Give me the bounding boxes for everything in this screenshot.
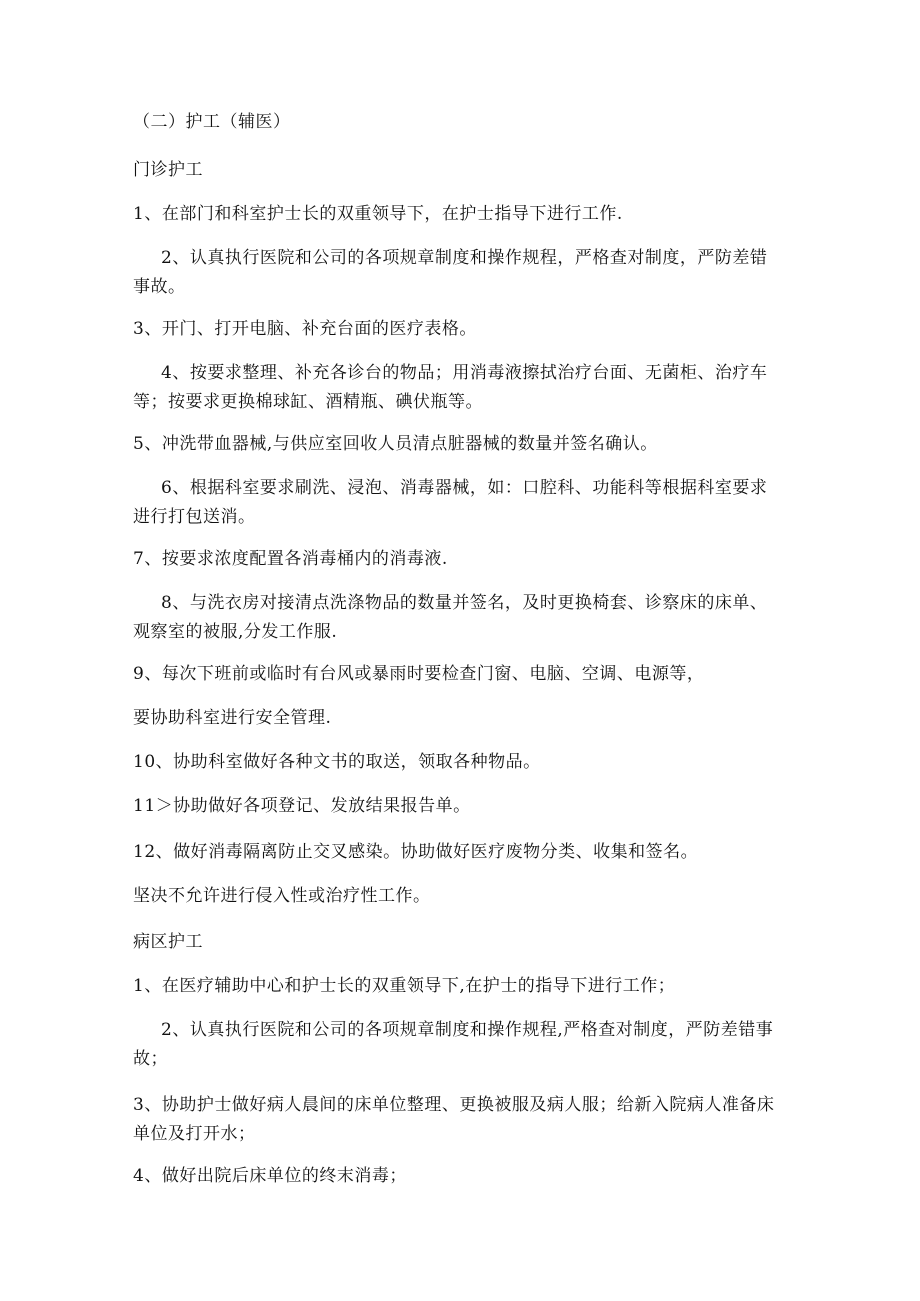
outpatient-item-9-cont: 要协助科室进行安全管理. bbox=[133, 708, 332, 728]
outpatient-item-4: 4、按要求整理、补充各诊台的物品；用消毒液擦拭治疗台面、无菌柜、治疗车等；按要求更换棉球缸、酒精瓶、碘伏瓶等。 bbox=[133, 363, 768, 412]
outpatient-item-6: 6、根据科室要求刷洗、浸泡、消毒器械，如：口腔科、功能科等根据科室要求进行打包送消。 bbox=[133, 478, 768, 527]
outpatient-item-1: 1、在部门和科室护士长的双重领导下，在护士指导下进行工作. bbox=[133, 204, 623, 224]
outpatient-item-12: 12、做好消毒隔离防止交叉感染。协助做好医疗废物分类、收集和签名。 bbox=[133, 842, 699, 862]
ward-item-3: 3、协助护士做好病人晨间的床单位整理、更换被服及病人服；给新入院病人准备床单位及打开水； bbox=[133, 1095, 775, 1144]
outpatient-item-8: 8、与洗衣房对接清点洗涤物品的数量并签名，及时更换椅套、诊察床的床单、观察室的被服,分发工作服. bbox=[133, 593, 768, 642]
outpatient-closing-note: 坚决不允许进行侵入性或治疗性工作。 bbox=[133, 886, 431, 906]
outpatient-heading: 门诊护工 bbox=[133, 160, 203, 180]
outpatient-item-2: 2、认真执行医院和公司的各项规章制度和操作规程，严格查对制度，严防差错事故。 bbox=[133, 248, 768, 297]
outpatient-item-10: 10、协助科室做好各种文书的取送，领取各种物品。 bbox=[133, 752, 541, 772]
ward-item-4: 4、做好出院后床单位的终末消毒； bbox=[133, 1166, 407, 1186]
outpatient-item-5: 5、冲洗带血器械,与供应室回收人员清点脏器械的数量并签名确认。 bbox=[133, 434, 658, 454]
ward-heading: 病区护工 bbox=[133, 932, 203, 952]
outpatient-item-7: 7、按要求浓度配置各消毒桶内的消毒液. bbox=[133, 549, 448, 569]
ward-item-2: 2、认真执行医院和公司的各项规章制度和操作规程,严格查对制度，严防差错事故； bbox=[133, 1020, 774, 1069]
outpatient-item-9: 9、每次下班前或临时有台风或暴雨时要检查门窗、电脑、空调、电源等， bbox=[133, 664, 705, 684]
ward-item-1: 1、在医疗辅助中心和护士长的双重领导下,在护士的指导下进行工作； bbox=[133, 976, 676, 996]
outpatient-item-3: 3、开门、打开电脑、补充台面的医疗表格。 bbox=[133, 319, 477, 339]
section-title: （二）护工（辅医） bbox=[133, 112, 291, 132]
outpatient-item-11: 11＞协助做好各项登记、发放结果报告单。 bbox=[133, 796, 471, 816]
